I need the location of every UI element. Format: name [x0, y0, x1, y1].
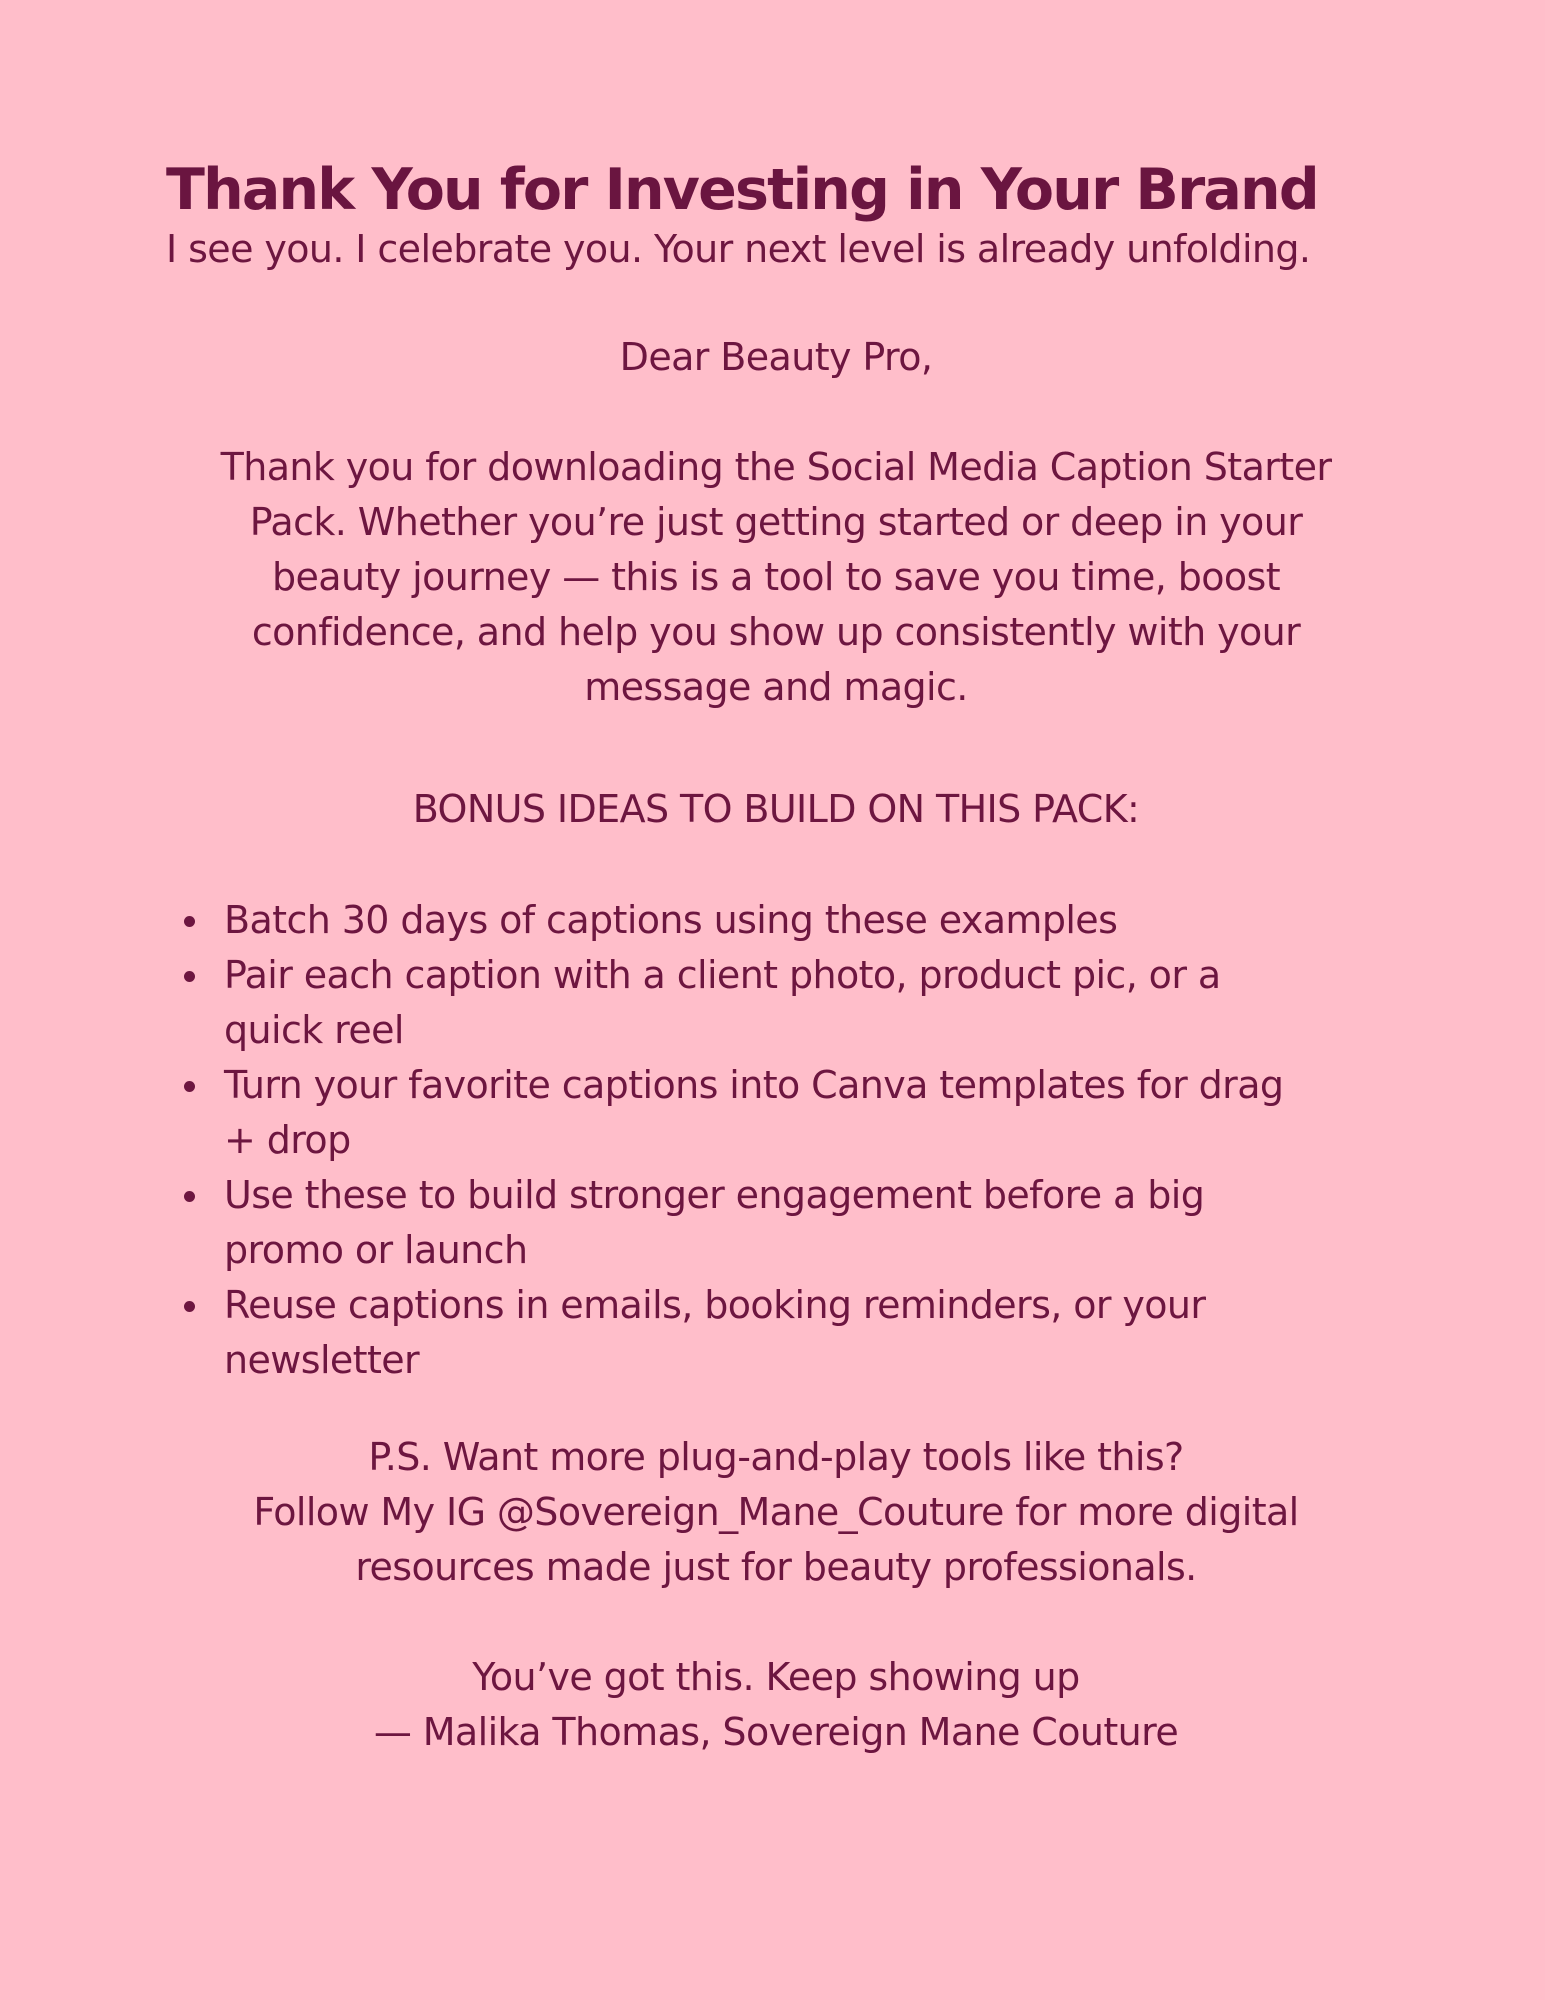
- intro-line: beauty journey — this is a tool to save you time, boost: [271, 555, 1281, 599]
- intro-line: Thank you for downloading the Social Media Caption Starter: [220, 445, 1332, 489]
- list-item-line: quick reel: [224, 1008, 404, 1052]
- list-item: [166, 948, 1374, 1058]
- greeting: Dear Beauty Pro,: [619, 335, 933, 379]
- closing-line: You’ve got this. Keep showing up: [472, 1655, 1080, 1699]
- list-item: [166, 893, 1374, 948]
- page-subtitle: I see you. I celebrate you. Your next level is already unfolding.: [166, 227, 1311, 271]
- bullet-icon: [184, 971, 195, 982]
- list-item-line: Reuse captions in emails, booking reminders, or your: [224, 1283, 1206, 1327]
- closing: [166, 1650, 1386, 1760]
- bullet-icon: [184, 916, 195, 927]
- list-item-line: Use these to build stronger engagement before a big: [224, 1173, 1205, 1217]
- bullet-icon: [184, 1301, 195, 1312]
- bullet-icon: [184, 1191, 195, 1202]
- list-item-line: + drop: [224, 1118, 351, 1162]
- thank-you-letter: [166, 150, 1386, 1760]
- postscript-line: Follow My IG @Sovereign_Mane_Couture for more digital: [253, 1490, 1299, 1534]
- postscript: [166, 1430, 1386, 1595]
- bonus-list: [166, 893, 1386, 1388]
- intro-line: Pack. Whether you’re just getting started or deep in your: [249, 500, 1303, 544]
- page-title: Thank You for Investing in Your Brand: [166, 157, 1318, 223]
- signature: — Malika Thomas, Sovereign Mane Couture: [373, 1710, 1179, 1754]
- list-item-line: newsletter: [224, 1338, 420, 1382]
- intro-paragraph: [166, 440, 1386, 715]
- list-item-line: Turn your favorite captions into Canva templates for drag: [224, 1063, 1284, 1107]
- list-item: [166, 1058, 1374, 1168]
- list-item: [166, 1278, 1374, 1388]
- bonus-heading: BONUS IDEAS TO BUILD ON THIS PACK:: [412, 787, 1140, 831]
- list-item: [166, 1168, 1374, 1278]
- intro-line: confidence, and help you show up consistently with your: [251, 610, 1301, 654]
- bullet-icon: [184, 1081, 195, 1092]
- list-item-line: promo or launch: [224, 1228, 528, 1272]
- postscript-line: resources made just for beauty professionals.: [355, 1545, 1197, 1589]
- intro-line: message and magic.: [584, 665, 968, 709]
- list-item-line: Pair each caption with a client photo, product pic, or a: [224, 953, 1221, 997]
- list-item-line: Batch 30 days of captions using these examples: [224, 898, 1118, 942]
- postscript-line: P.S. Want more plug-and-play tools like this?: [368, 1435, 1184, 1479]
